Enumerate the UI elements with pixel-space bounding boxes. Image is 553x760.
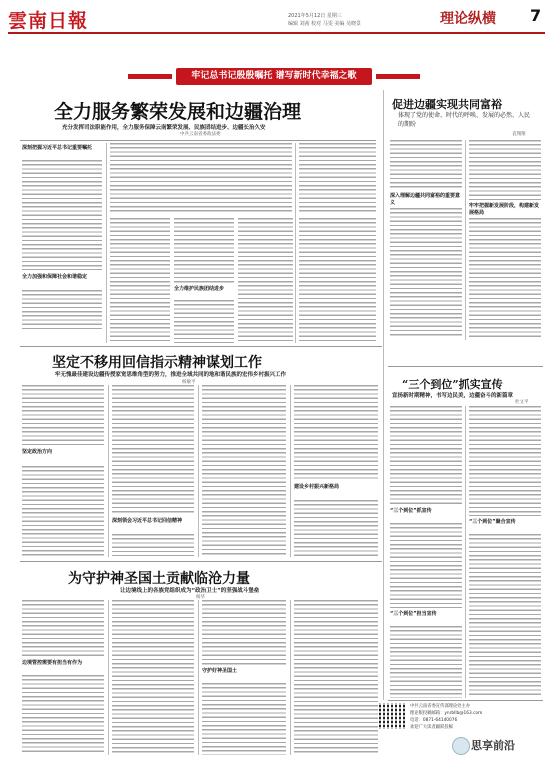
bottom-subheadline: 让边境线上的各族党组织成为“政治卫士”的坚强战斗堡垒 (120, 588, 260, 594)
second-subhead-2: 深刻领会习近平总书记回信精神 (112, 518, 183, 524)
bottom-text-block (22, 675, 104, 755)
right-text-block (390, 626, 462, 698)
second-text-block (22, 385, 104, 445)
second-text-block (112, 534, 194, 556)
main-text-block (110, 143, 292, 213)
bottom-text-block (112, 600, 194, 755)
footer-line: 中共云南省委宣传部理论处主办 (410, 704, 471, 709)
editor-line: 编辑 刘茜 校对 马雯 美编 吴晓景 (288, 21, 361, 27)
second-text-block (22, 466, 104, 556)
second-text-block (112, 385, 194, 515)
main-text-block (22, 160, 102, 270)
right-top-subhead-1: 深入理解边疆共同富裕的重要意义 (390, 193, 461, 206)
column-divider (106, 143, 107, 343)
main-text-block (174, 218, 234, 283)
right-text-block (390, 140, 462, 190)
right-text-block (390, 523, 462, 608)
date-line: 2021年5月12日 星期三 (288, 13, 342, 19)
main-text-block (299, 143, 376, 213)
column-divider (295, 143, 296, 343)
right-mid-subhead-2: “三个到位”担当宣传 (390, 611, 437, 617)
footer-info (410, 703, 506, 731)
right-text-block (390, 406, 462, 506)
masthead-rule (8, 32, 545, 34)
right-mid-subhead-1: “三个到位”抓宣传 (390, 508, 432, 514)
main-rule (20, 140, 376, 141)
right-mid-headline: “三个到位”抓实宣传 (402, 378, 503, 391)
column-divider (383, 90, 384, 700)
masthead-meta (288, 12, 388, 28)
right-text-block (390, 208, 462, 338)
banner-wing-left (128, 74, 172, 79)
right-text-block (469, 534, 541, 698)
second-headline: 坚定不移用回信指示精神谋划工作 (52, 355, 262, 371)
bottom-text-block (202, 683, 286, 755)
main-headline: 全力服务繁荣发展和边疆治理 (54, 101, 302, 123)
main-subheadline: 充分发挥司法职能作用，全力服务保障云南繁荣发展、民族团结进步、边疆长治久安 (62, 125, 266, 131)
theme-banner: 牢记总书记殷殷嘱托 谱写新时代幸福之歌 (176, 68, 372, 85)
bottom-text-block (22, 600, 104, 658)
second-subhead-1: 坚定政治方向 (22, 449, 53, 455)
second-text-block (294, 500, 378, 557)
main-text-block (110, 218, 170, 343)
main-subhead-3: 全力维护民族团结进步 (174, 286, 225, 292)
bottom-subhead-2: 守护好神圣国土 (202, 668, 238, 674)
main-text-block (299, 218, 376, 343)
right-text-block (469, 140, 541, 200)
column-divider (465, 406, 466, 698)
second-subhead-3: 建设乡村振兴新格局 (294, 484, 340, 490)
column-divider (108, 385, 109, 557)
second-subheadline: 牢无愧最佳建设边疆传授家宽思维角型的努力，推进全域共同的地和谐民族的宏伟乡村振兴工作 (55, 372, 287, 378)
bottom-text-block (294, 600, 378, 755)
main-subhead-1: 深刻把握习近平总书记重要嘱托 (22, 145, 93, 151)
section-name: 理论纵横 (440, 11, 496, 27)
bottom-headline: 为守护神圣国土贡献临沧力量 (68, 571, 250, 587)
bottom-subhead-1: 边境管控需要有担当有作为 (22, 660, 83, 666)
right-mid-byline: 杜文平 (515, 400, 529, 405)
column-divider (290, 600, 291, 755)
right-section-rule (388, 366, 543, 367)
main-text-block (238, 218, 293, 343)
newspaper-logo: 雲南日報 (8, 10, 89, 32)
watermark-text: 思享前沿 (471, 739, 515, 752)
main-subhead-2: 全力加强和保障社会和谐稳定 (22, 274, 88, 280)
section-rule (20, 561, 382, 562)
main-byline: 中共云南省委政法委 (180, 132, 221, 137)
right-text-block (469, 218, 541, 338)
second-text-block (202, 385, 286, 557)
right-top-byline: 袁翔翔 (512, 132, 526, 137)
main-text-block (22, 290, 102, 330)
footer-rule (388, 700, 543, 701)
second-byline: 杨敏平 (182, 380, 196, 385)
column-divider (108, 600, 109, 755)
column-divider (465, 140, 466, 340)
right-top-headline: 促进边疆实现共同富裕 (392, 98, 502, 111)
right-mid-subhead-3: “三个到位”聚合宣传 (469, 519, 516, 525)
right-text-block (469, 406, 541, 516)
wechat-account-icon (452, 737, 470, 755)
footer-line: 电话：0871-64140076 (410, 718, 458, 723)
masthead (8, 6, 545, 48)
footer-line: 欢迎广大读者踊跃投稿 (410, 725, 453, 730)
column-divider (198, 385, 199, 557)
second-text-block (294, 385, 378, 480)
section-rule (20, 346, 382, 347)
page-number: 7 (530, 6, 542, 25)
main-text-block (174, 300, 234, 343)
bottom-byline: 杨华 (196, 595, 205, 600)
bottom-text-block (202, 600, 286, 665)
qr-code-icon[interactable] (379, 703, 405, 729)
footer-line: 理论版投稿邮箱：ynrbllb@163.com (410, 711, 483, 716)
right-mid-subheadline: 宣扬新时期精神，书写边民美，边疆奋斗的新篇章 (392, 393, 514, 399)
column-divider (290, 385, 291, 557)
banner-wing-right (376, 74, 420, 79)
right-top-subhead-2: 牢牢把握新发展阶段，构建新发展格局 (469, 203, 540, 216)
column-divider (198, 600, 199, 755)
right-top-subheadline: 体现了党的使命、时代的呼唤、发展的必然、人民的期盼 (398, 112, 531, 128)
